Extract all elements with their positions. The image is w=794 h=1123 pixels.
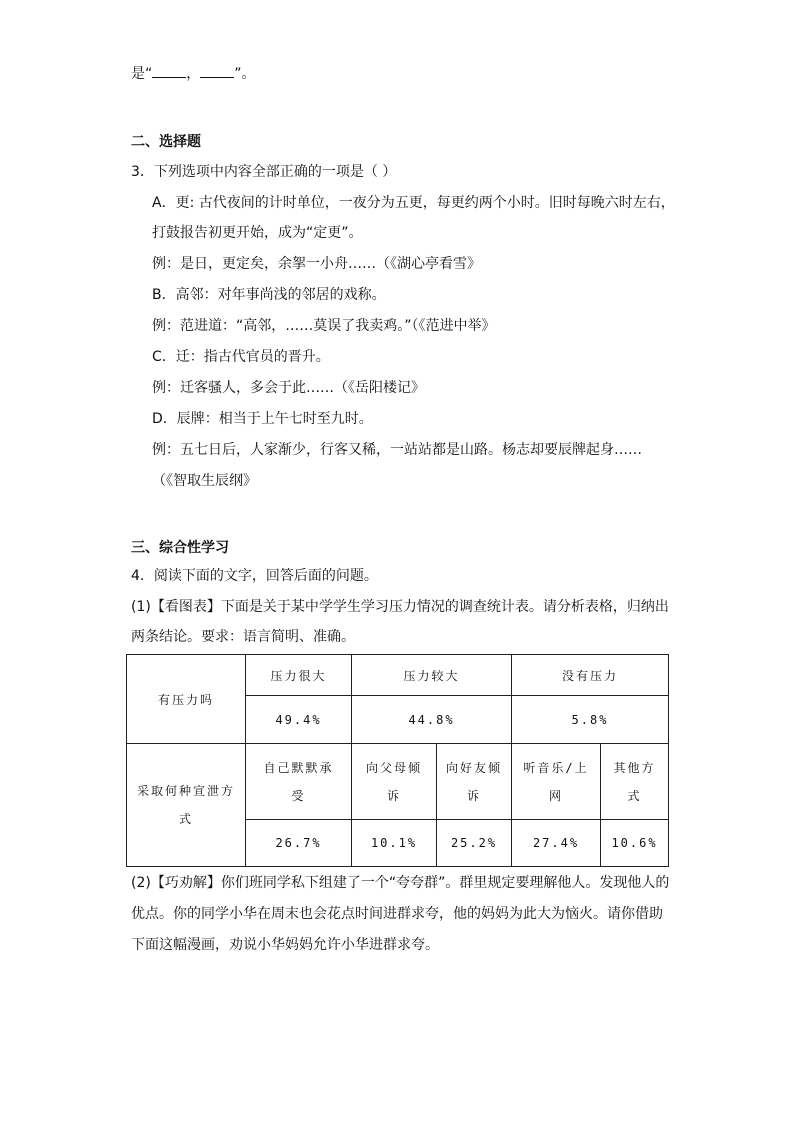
table-cell-label (512, 744, 601, 820)
row2-header-line2: 式 (178, 812, 193, 826)
cell-line: 诉 (466, 788, 481, 803)
cell-line: 自己默默承 (263, 760, 334, 775)
table-cell-label (246, 744, 352, 820)
table-row (127, 655, 669, 696)
cell-line: 听音乐/上 (523, 760, 589, 775)
table-cell-value: 44.8% (352, 696, 512, 744)
comma: ， (186, 66, 201, 82)
cell-line: 诉 (386, 788, 401, 803)
section-heading-choice: 二、选择题 (131, 134, 201, 150)
option-d-example: 例：五七日后，人家渐少，行客又稀，一站站都是山路。杨志却要辰牌起身…… (152, 442, 642, 458)
option-a-line1: A．更: 古代夜间的计时单位，一夜分为五更，每更约两个小时。旧时每晚六时左右， (152, 195, 675, 211)
option-b-example: 例：范进道：“高邻，……莫误了我卖鸡。”（《范进中举》 (152, 318, 496, 334)
quote-open: 是“ (131, 66, 153, 82)
option-a-example: 例：是日，更定矣，余挐一小舟……（《湖心亭看雪》 (152, 256, 481, 272)
table-cell-label: 压力较大 (352, 655, 512, 696)
table-cell-label (352, 744, 437, 820)
row1-header: 有压力吗 (127, 655, 246, 744)
option-d-source: （《智取生辰纲》 (152, 473, 257, 489)
quote-close: ”。 (234, 66, 256, 82)
table-cell-value: 49.4% (246, 696, 352, 744)
fill-in-line (131, 64, 256, 84)
part2-line1: (2)【巧劝解】你们班同学私下组建了一个“夸夸群”。群里规定要理解他人。发现他人的 (131, 875, 670, 891)
section-heading-comprehensive: 三、综合性学习 (131, 540, 229, 556)
cell-line: 式 (627, 788, 642, 803)
row2-header (127, 744, 246, 867)
option-c-line: C．迁：指古代官员的晋升。 (152, 349, 330, 365)
cell-line: 网 (548, 788, 563, 803)
table-row (127, 744, 669, 820)
answer-blank-1[interactable] (152, 65, 186, 78)
table-cell-label (601, 744, 669, 820)
table-cell-value: 10.1% (352, 820, 437, 867)
survey-table (126, 654, 669, 867)
cell-line: 向父母倾 (365, 760, 422, 775)
part1-line2: 两条结论。要求：语言简明、准确。 (131, 629, 355, 645)
table-cell-value: 27.4% (512, 820, 601, 867)
option-b-line: B．高邻：对年事尚浅的邻居的戏称。 (152, 287, 386, 303)
option-c-example: 例：迁客骚人，多会于此……（《岳阳楼记》 (152, 380, 425, 396)
option-d-line: D．辰牌：相当于上午七时至九时。 (152, 411, 373, 427)
part2-line2: 优点。你的同学小华在周末也会花点时间进群求夸，他的妈妈为此大为恼火。请你借助 (131, 906, 663, 922)
option-a-line2: 打鼓报告初更开始，成为“定更”。 (152, 225, 363, 241)
table-cell-value: 25.2% (437, 820, 512, 867)
part1-line1: (1)【看图表】下面是关于某中学学生学习压力情况的调查统计表。请分析表格，归纳出 (131, 599, 669, 615)
question-4: 4．阅读下面的文字，回答后面的问题。 (131, 568, 378, 584)
table-cell-value: 10.6% (601, 820, 669, 867)
cell-line: 受 (291, 788, 306, 803)
table-cell-value: 5.8% (512, 696, 669, 744)
table-cell-value: 26.7% (246, 820, 352, 867)
question-3: 3．下列选项中内容全部正确的一项是（ ） (131, 164, 397, 180)
row2-header-line1: 采取何种宣泄方 (136, 784, 235, 798)
cell-line: 向好友倾 (445, 760, 502, 775)
table-cell-label: 没有压力 (512, 655, 669, 696)
answer-blank-2[interactable] (200, 65, 234, 78)
table-cell-label (437, 744, 512, 820)
part2-line3: 下面这幅漫画，劝说小华妈妈允许小华进群求夸。 (131, 937, 439, 953)
cell-line: 其他方 (613, 760, 656, 775)
table-cell-label: 压力很大 (246, 655, 352, 696)
